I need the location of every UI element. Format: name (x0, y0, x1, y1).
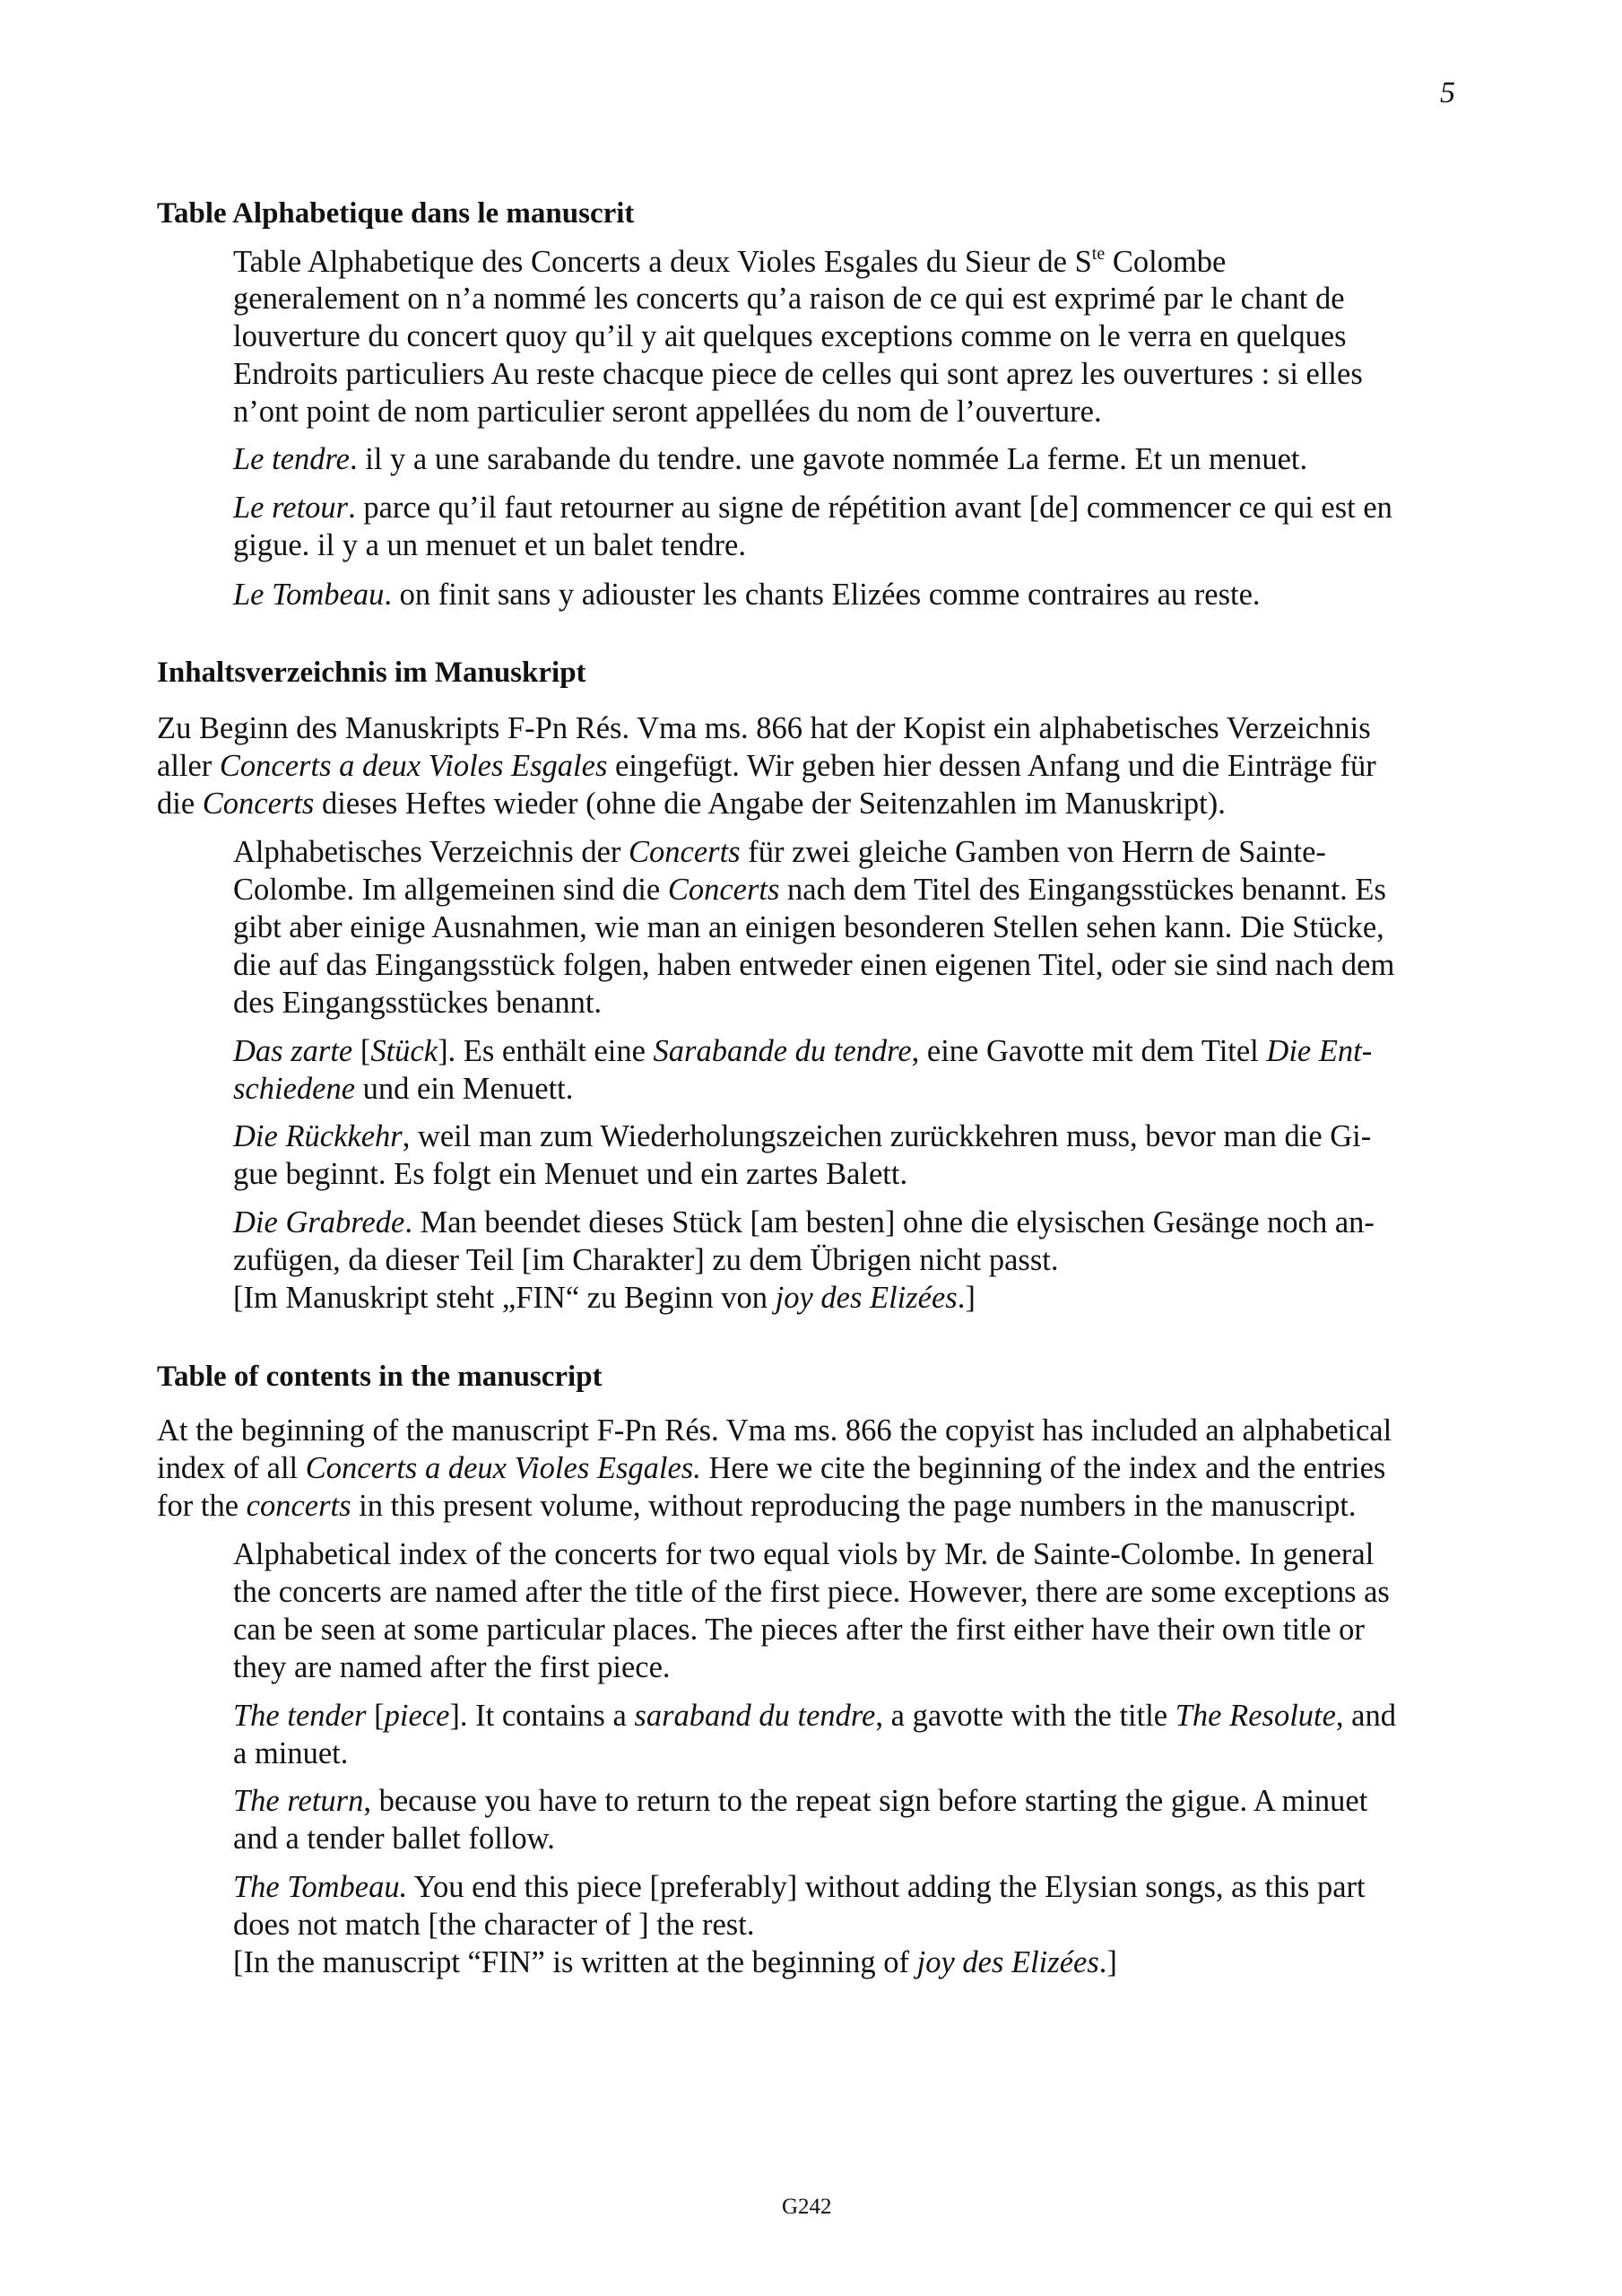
text: Table Alphabetique des Concerts a deux Violes Esgales du Sieur de S (233, 245, 1092, 279)
italic-text: Le Tombeau (233, 578, 385, 612)
text-line (233, 985, 602, 1021)
text: , because you have to return to the repeat sign before starting the gigue. A minuet (363, 1784, 1368, 1818)
text-line (233, 1033, 1372, 1069)
text-line (233, 394, 1102, 430)
italic-text: joy des Elizées (916, 1945, 1099, 1979)
text-line (233, 1944, 1117, 1980)
text-line (233, 1071, 573, 1107)
text: Alphabetisches Verzeichnis der (233, 835, 629, 869)
text: louverture du concert quoy qu’il y ait quelques exceptions comme on le verra en quelques (233, 319, 1347, 353)
text: ]. It contains a (449, 1699, 635, 1733)
text: ]. Es enthält eine (438, 1034, 654, 1068)
text: Colombe (1105, 245, 1227, 279)
text-line (233, 1280, 976, 1316)
text-line (233, 834, 1326, 870)
text-line (233, 1649, 671, 1685)
text: in this present volume, without reproducing the page numbers in the manuscript. (351, 1489, 1357, 1523)
text-line (157, 1488, 1357, 1524)
text: does not match [the character of ] the rest. (233, 1908, 755, 1942)
text: a minuet. (233, 1736, 349, 1770)
text-line (157, 748, 1376, 784)
italic-text: Concerts (629, 835, 741, 869)
text-line (233, 1698, 1396, 1734)
italic-text: piece (384, 1699, 450, 1733)
text: Endroits particuliers Au reste chacque piece de celles qui sont aprez les ouvertures : si elles (233, 357, 1363, 391)
text: die auf das Eingangsstück folgen, haben entweder einen eigenen Titel, oder sie sind nach dem (233, 948, 1395, 982)
italic-text: The return (233, 1784, 364, 1818)
section-heading: Table Alphabetique dans le manuscrit (157, 197, 635, 230)
text: they are named after the first piece. (233, 1650, 671, 1684)
text: the concerts are named after the title of the first piece. However, there are some exceptions as (233, 1575, 1390, 1609)
text: [ (366, 1699, 385, 1733)
italic-text: Concerts (667, 873, 780, 907)
text: for the (157, 1489, 247, 1523)
text-line (233, 1536, 1374, 1572)
text-line (157, 710, 1371, 746)
text: [ (352, 1034, 371, 1068)
text: Alphabetical index of the concerts for two equal viols by Mr. de Sainte-Colombe. In general (233, 1537, 1375, 1571)
text: .] (1098, 1945, 1117, 1979)
italic-text: Stück (370, 1034, 438, 1068)
text: can be seen at some particular places. The pieces after the first either have their own title or (233, 1613, 1365, 1647)
text-line (233, 1783, 1367, 1819)
text-line (233, 1205, 1375, 1240)
text: zufügen, da dieser Teil [im Charakter] zu dem Übrigen nicht passt. (233, 1243, 1059, 1277)
italic-text: Concerts a deux Violes Esgales. (305, 1451, 701, 1485)
text: .] (957, 1281, 976, 1315)
text: aller (157, 749, 220, 783)
italic-text: Die Ent- (1266, 1034, 1373, 1068)
italic-text: Le retour (233, 491, 349, 525)
text-line (233, 577, 1261, 613)
text-line (233, 356, 1363, 392)
italic-text: Concerts a deux Violes Esgales (219, 749, 608, 783)
italic-text: Die Rückkehr (233, 1119, 403, 1153)
italic-text: joy des Elizées (775, 1281, 958, 1315)
text-line (233, 872, 1386, 908)
text: and a tender ballet follow. (233, 1822, 555, 1856)
text: . parce qu’il faut retourner au signe de répétition avant [de] commencer ce qui est en (348, 491, 1392, 525)
text-line (233, 1612, 1365, 1648)
text-line (233, 318, 1347, 354)
text-line (233, 1821, 555, 1857)
text: , a gavotte with the title (875, 1699, 1175, 1733)
text: generalement on n’a nommé les concerts qu’a raison de ce qui est exprimé par le chant de (233, 282, 1345, 316)
text-line (233, 1907, 754, 1943)
text-line (233, 281, 1345, 317)
text-line (233, 1574, 1390, 1610)
text: gue beginnt. Es folgt ein Menuet und ein zartes Balett. (233, 1157, 908, 1191)
text: nach dem Titel des Eingangsstückes benannt. Es (779, 873, 1386, 907)
italic-text: saraband du tendre (634, 1699, 876, 1733)
text: At the beginning of the manuscript F-Pn Rés. Vma ms. 866 the copyist has included an alphabetical (157, 1413, 1392, 1448)
text: die (157, 787, 203, 821)
text: . on finit sans y adiouster les chants Elizées comme contraires au reste. (384, 578, 1261, 612)
text: index of all (157, 1451, 306, 1485)
text-line (233, 1242, 1058, 1278)
text: , eine Gavotte mit dem Titel (911, 1034, 1267, 1068)
text-line (233, 490, 1392, 526)
text: . il y a une sarabande du tendre. une gavote nommée La ferme. Et un menuet. (349, 442, 1308, 476)
text: , weil man zum Wiederholungszeichen zurückkehren muss, bevor man die Gi- (402, 1119, 1372, 1153)
text: Zu Beginn des Manuskripts F-Pn Rés. Vma ms. 866 hat der Kopist ein alphabetisches Verzeichnis (157, 711, 1371, 745)
page-number: 5 (1440, 76, 1455, 109)
text-line (233, 1869, 1366, 1905)
italic-text: schiedene (233, 1072, 356, 1106)
italic-text: Die Grabrede (233, 1205, 405, 1239)
text: Here we cite the beginning of the index and the entries (700, 1451, 1386, 1485)
text: [In the manuscript “FIN” is written at the beginning of (233, 1945, 917, 1979)
text: You end this piece [preferably] without adding the Elysian songs, as this part (407, 1870, 1366, 1904)
section-heading: Inhaltsverzeichnis im Manuskript (157, 657, 586, 689)
section-heading: Table of contents in the manuscript (157, 1361, 603, 1393)
italic-text: The Tombeau. (233, 1870, 408, 1904)
text: dieses Heftes wieder (ohne die Angabe der Seitenzahlen im Manuskript). (314, 787, 1226, 821)
italic-text: The Resolute (1175, 1699, 1336, 1733)
text-line (233, 1118, 1371, 1154)
superscript-text: te (1091, 244, 1106, 264)
text: n’ont point de nom particulier seront appellées du nom de l’ouverture. (233, 395, 1102, 429)
text-line (233, 441, 1307, 477)
text: gibt aber einige Ausnahmen, wie man an einigen besonderen Stellen sehen kann. Die Stücke, (233, 910, 1384, 944)
italic-text: Sarabande du tendre (653, 1034, 912, 1068)
text: eingefügt. Wir geben hier dessen Anfang und die Einträge für (607, 749, 1376, 783)
italic-text: The tender (233, 1699, 367, 1733)
italic-text: concerts (246, 1489, 351, 1523)
text: für zwei gleiche Gamben von Herrn de Sainte- (740, 835, 1326, 869)
text-line (233, 1156, 907, 1192)
text-line (157, 1450, 1385, 1486)
text-line (157, 1413, 1392, 1448)
text-line (233, 909, 1384, 945)
text: und ein Menuett. (355, 1072, 574, 1106)
text: gigue. il y a un menuet et un balet tendre. (233, 528, 746, 562)
text-line (233, 527, 746, 563)
text-line (157, 786, 1226, 822)
text-line (233, 947, 1394, 983)
text: , and (1335, 1699, 1396, 1733)
text: des Eingangsstückes benannt. (233, 986, 603, 1020)
italic-text: Le tendre (233, 442, 350, 476)
footer-code: G242 (782, 2195, 832, 2219)
text: [Im Manuskript steht „FIN“ zu Beginn von (233, 1281, 776, 1315)
text-line (233, 244, 1226, 280)
text: Colombe. Im allgemeinen sind die (233, 873, 668, 907)
text: . Man beendet dieses Stück [am besten] ohne die elysischen Gesänge noch an- (404, 1205, 1375, 1239)
italic-text: Das zarte (233, 1034, 353, 1068)
text-line (233, 1735, 348, 1771)
italic-text: Concerts (202, 787, 315, 821)
